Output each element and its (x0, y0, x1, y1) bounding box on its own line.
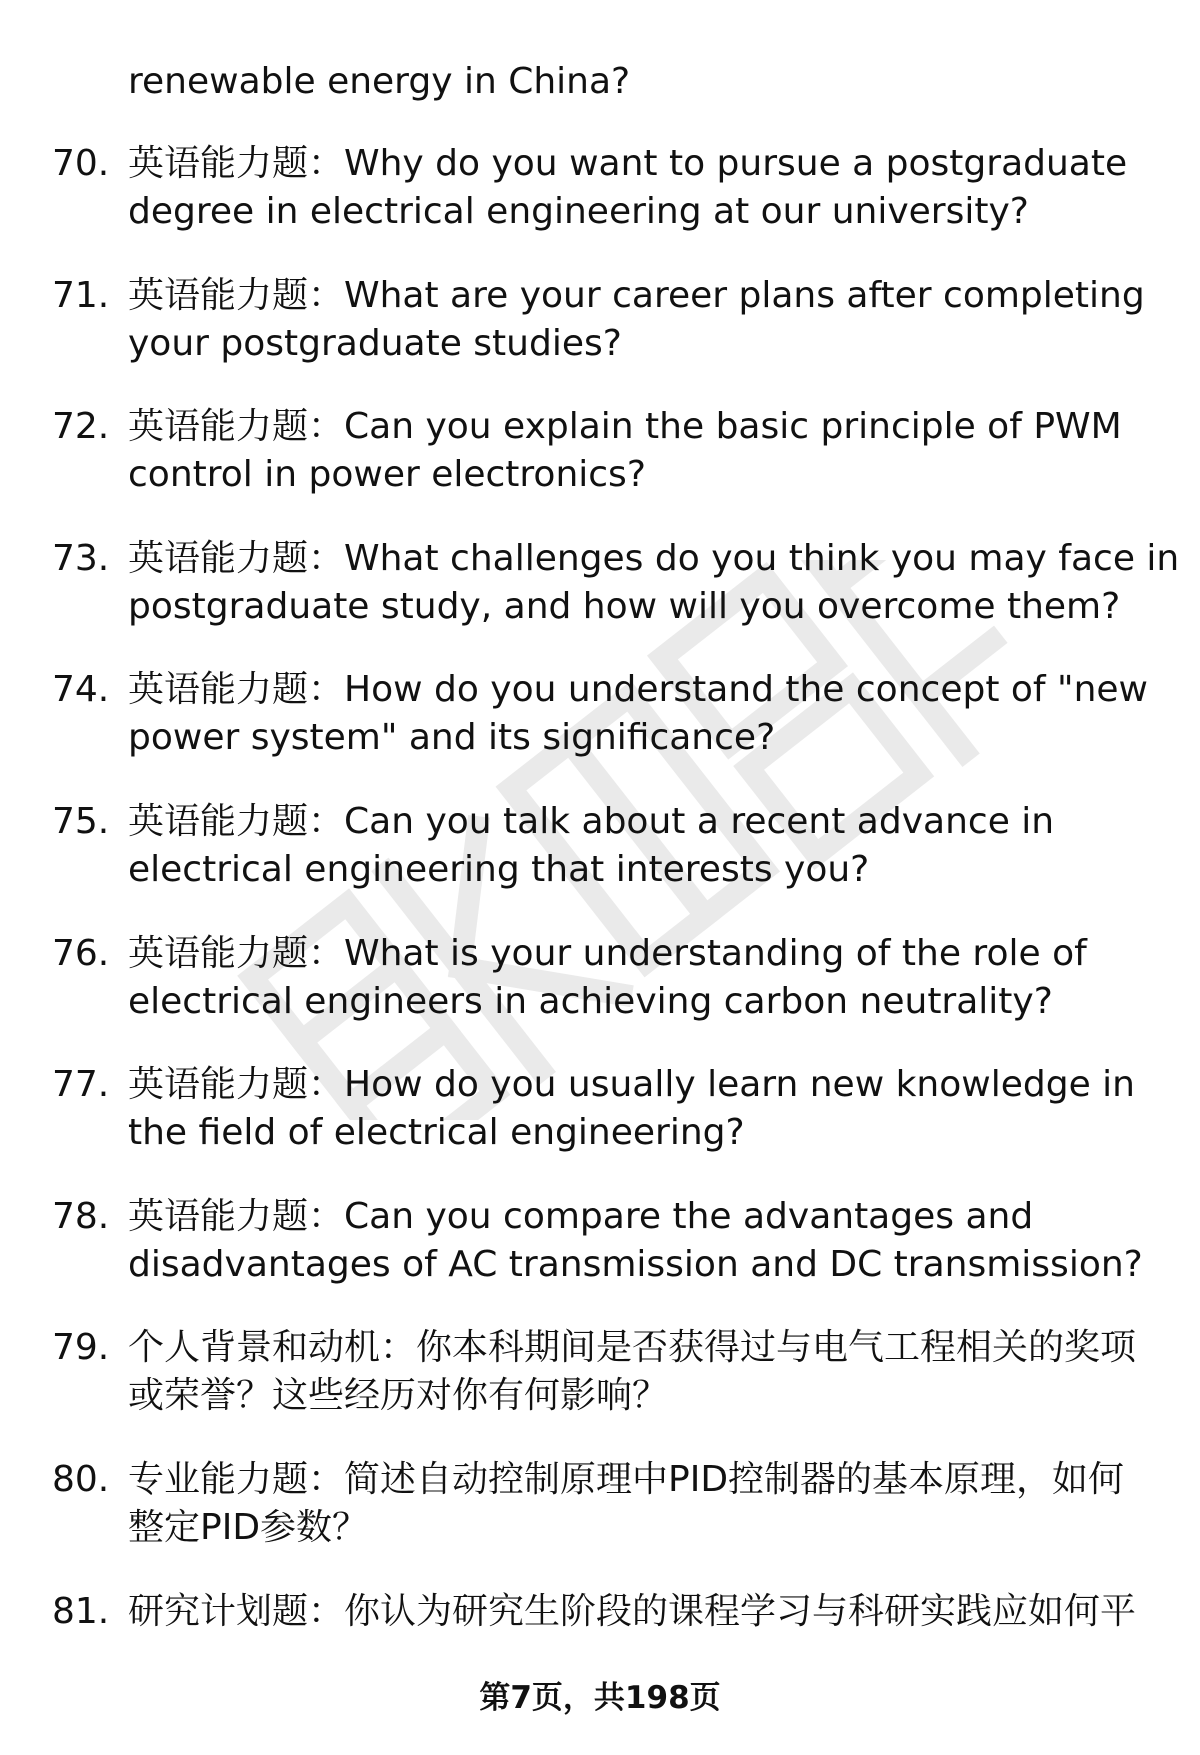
question-text-line: control in power electronics? (128, 454, 646, 496)
question-item (0, 666, 1200, 798)
question-text (128, 140, 1148, 236)
question-text-line: electrical engineers in achieving carbon neutrality? (128, 980, 1053, 1022)
question-list (0, 140, 1200, 1719)
question-text (128, 1193, 1148, 1289)
question-number: 75. (52, 800, 110, 842)
question-item (0, 798, 1200, 930)
question-item (0, 930, 1200, 1062)
question-number: 78. (52, 1195, 110, 1237)
page-footer: 第7页，共198页 (479, 1680, 721, 1716)
question-number: 73. (52, 537, 110, 579)
question-text (128, 1588, 1148, 1636)
question-text (128, 798, 1148, 894)
question-item (0, 1456, 1200, 1588)
question-text (128, 1456, 1148, 1552)
question-text (128, 1061, 1148, 1157)
question-item (0, 272, 1200, 404)
question-number: 76. (52, 932, 110, 974)
question-item (0, 403, 1200, 535)
question-text (128, 1324, 1148, 1420)
question-text-line: 英语能力题：Can you compare the advantages and (128, 1195, 1034, 1237)
question-text-line: postgraduate study, and how will you overcome them? (128, 585, 1121, 627)
question-item (0, 1324, 1200, 1456)
question-text-line: 英语能力题：Can you explain the basic principle of PWM (128, 406, 1122, 448)
question-text-line: 整定PID参数？ (128, 1506, 369, 1548)
continuation-line: renewable energy in China? (128, 61, 631, 102)
question-text-line: electrical engineering that interests you? (128, 848, 870, 890)
question-text-line: 英语能力题：Can you talk about a recent advance in (128, 800, 1055, 842)
question-text-line: the field of electrical engineering? (128, 1112, 745, 1154)
question-item (0, 1061, 1200, 1193)
question-text-line: 专业能力题：简述自动控制原理中PID控制器的基本原理，如何 (128, 1458, 1125, 1500)
question-text-line: 个人背景和动机：你本科期间是否获得过与电气工程相关的奖项 (128, 1327, 1137, 1369)
question-number: 77. (52, 1064, 110, 1106)
question-text (128, 535, 1180, 631)
question-text (128, 272, 1148, 368)
question-text-line: 英语能力题：What is your understanding of the role of (128, 932, 1087, 974)
question-text (128, 666, 1148, 762)
question-text-line: disadvantages of AC transmission and DC transmission? (128, 1243, 1143, 1285)
question-number: 74. (52, 669, 110, 711)
question-text-line: 英语能力题：How do you understand the concept of "new (128, 669, 1148, 711)
question-item (0, 1193, 1200, 1325)
question-number: 79. (52, 1327, 110, 1369)
question-text (128, 403, 1148, 499)
question-text-line: 英语能力题：Why do you want to pursue a postgraduate (128, 143, 1128, 184)
question-text-line: power system" and its significance? (128, 717, 776, 759)
question-text-line: degree in electrical engineering at our university? (128, 191, 1029, 232)
question-text (128, 930, 1148, 1026)
question-text-line: 英语能力题：What challenges do you think you may face in (128, 537, 1180, 579)
question-text-line: 英语能力题：How do you usually learn new knowledge in (128, 1064, 1135, 1106)
question-text-line: 或荣誉？这些经历对你有何影响？ (128, 1375, 669, 1417)
question-item (0, 535, 1200, 667)
question-text-line: 英语能力题：What are your career plans after completing (128, 274, 1145, 316)
question-number: 71. (52, 274, 110, 316)
question-item (0, 140, 1200, 272)
question-number: 70. (52, 143, 110, 184)
question-number: 72. (52, 406, 110, 448)
question-number: 81. (52, 1590, 110, 1632)
question-number: 80. (52, 1458, 110, 1500)
question-text-line: 研究计划题：你认为研究生阶段的课程学习与科研实践应如何平 (128, 1590, 1137, 1632)
question-text-line: your postgraduate studies? (128, 322, 622, 364)
